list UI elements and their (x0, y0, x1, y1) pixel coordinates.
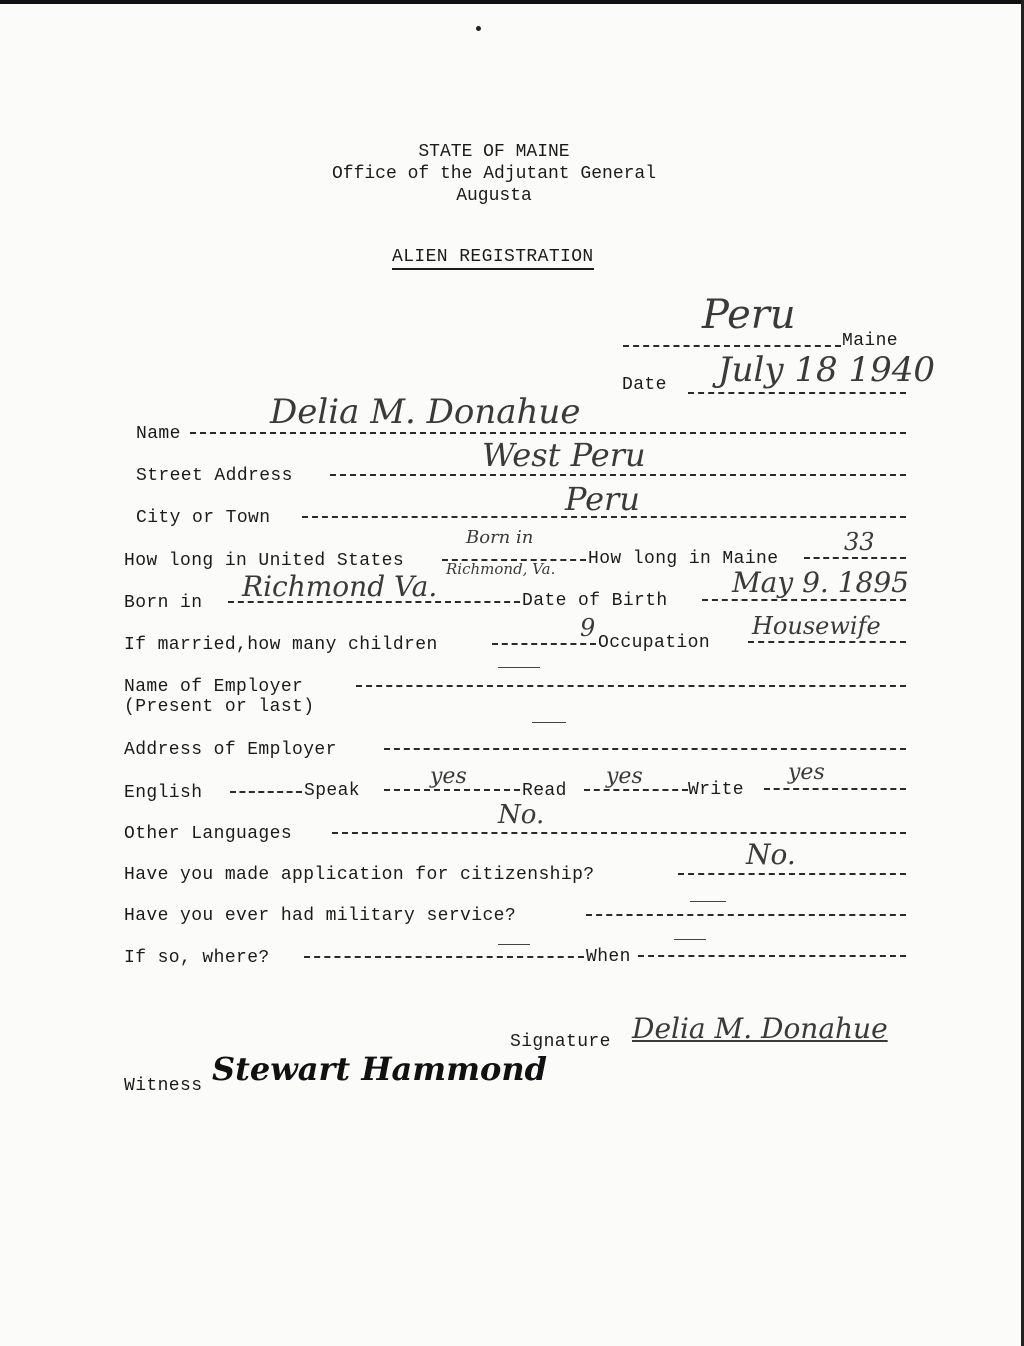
town-value: Peru (702, 292, 796, 338)
date-line (688, 392, 906, 394)
born-in-value: Richmond Va. (242, 570, 438, 603)
how-long-us-value-2: Richmond, Va. (446, 560, 556, 578)
date-value: July 18 1940 (718, 350, 936, 390)
signature-label: Signature (510, 1032, 611, 1052)
employer-address-line (384, 748, 906, 750)
write-line (764, 788, 906, 790)
occupation-label: Occupation (598, 633, 711, 653)
read-value: yes (606, 764, 643, 789)
speak-line (384, 789, 520, 791)
when-label: When (586, 947, 631, 967)
street-value: West Peru (482, 436, 646, 474)
military-line (586, 914, 906, 916)
how-long-us-value-1: Born in (466, 527, 534, 548)
maine-label: Maine (842, 331, 899, 351)
employer-name-label: Name of Employer (124, 677, 304, 697)
dob-value: May 9. 1895 (732, 566, 909, 599)
citizenship-value: No. (746, 838, 796, 871)
street-line (330, 474, 906, 476)
children-label: If married,how many children (124, 635, 438, 655)
other-languages-value: No. (498, 800, 545, 830)
form-title: ALIEN REGISTRATION (392, 247, 594, 270)
name-value: Delia M. Donahue (270, 392, 581, 432)
children-line (492, 643, 596, 645)
date-label: Date (622, 375, 667, 395)
where-dash-mark (498, 944, 530, 945)
signature-value: Delia M. Donahue (632, 1012, 888, 1045)
read-label: Read (522, 781, 567, 801)
how-long-maine-value: 33 (844, 528, 875, 556)
born-in-label: Born in (124, 593, 203, 613)
english-label: English (124, 783, 203, 803)
when-line (638, 955, 906, 957)
dob-label: Date of Birth (522, 591, 668, 611)
when-dash-mark (674, 939, 706, 940)
military-label: Have you ever had military service? (124, 906, 517, 926)
write-label: Write (688, 780, 745, 800)
other-languages-label: Other Languages (124, 824, 293, 844)
ink-dot (476, 26, 481, 31)
how-long-maine-label: How long in Maine (588, 549, 779, 569)
employer-dash-mark (532, 722, 566, 723)
how-long-maine-line (804, 557, 906, 559)
children-value: 9 (580, 614, 596, 642)
witness-value: Stewart Hammond (212, 1050, 547, 1088)
header-city: Augusta (456, 186, 532, 206)
occupation-line (748, 641, 906, 643)
write-value: yes (788, 760, 825, 785)
english-line (230, 791, 302, 793)
where-line (304, 956, 584, 958)
town-line (623, 345, 841, 347)
header-state: STATE OF MAINE (418, 142, 570, 162)
citizenship-label: Have you made application for citizenship? (124, 865, 595, 885)
witness-label: Witness (124, 1076, 203, 1096)
city-value: Peru (565, 480, 640, 518)
employer-address-label: Address of Employer (124, 740, 337, 760)
read-line (584, 789, 688, 791)
name-label: Name (136, 424, 181, 444)
where-label: If so, where? (124, 948, 270, 968)
speak-value: yes (430, 764, 467, 789)
occupation-value: Housewife (752, 612, 881, 640)
citizenship-line (678, 873, 906, 875)
employer-name-line (356, 685, 906, 687)
street-label: Street Address (136, 466, 293, 486)
employer-present-label: (Present or last) (124, 697, 315, 717)
speak-label: Speak (304, 781, 361, 801)
other-languages-line (332, 832, 906, 834)
military-dash-mark (690, 901, 726, 902)
city-label: City or Town (136, 508, 271, 528)
children-dash-mark (498, 667, 540, 668)
scan-edge-top (0, 0, 1024, 4)
name-line (190, 432, 906, 434)
how-long-us-label: How long in United States (124, 551, 405, 571)
header-office: Office of the Adjutant General (331, 164, 657, 184)
dob-line (702, 599, 906, 601)
